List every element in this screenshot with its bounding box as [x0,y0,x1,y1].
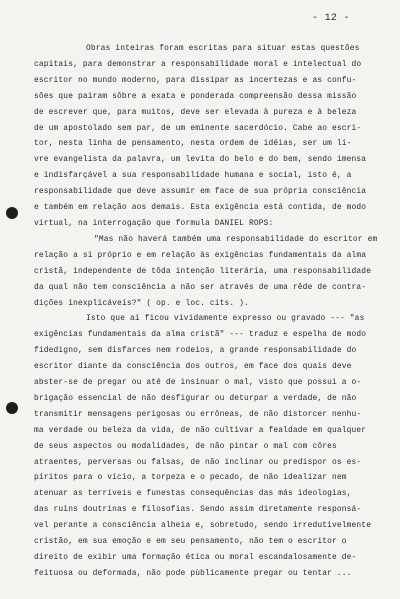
text-line: transmitir mensagens perigosas ou errôneas, de não distorcer nenhu- [34,409,362,419]
text-line: fidedigno, sem disfarces nem rodeios, a grande responsabilidade do [34,346,357,356]
text-line: de escrever que, para muitos, deve ser elevada à pureza e à beleza [34,107,357,117]
text-line: exigências fundamentais da alma cristã" --- traduz e espelha de modo [34,330,367,340]
text-line: atraentes, perversas ou falsas, de não inclinar ou predispor os es- [34,457,362,467]
quote-line: dições inexplicáveis?" ( op. e loc. cits. ). [34,298,249,308]
text-line: atenuar as terríveis e funestas consequências das más ideologias, [34,489,352,499]
text-line: sões que pairam sôbre a exata e ponderada compreensão dessa missão [34,91,357,101]
text-line: e indisfarçável a sua responsabilidade humana e social, isto é, a [34,171,352,181]
text-line: Obras inteiras foram escritas para situar estas questões [86,44,360,53]
text-line: virtual, na interrogação que formula DANIEL ROPS: [34,218,274,228]
quote-line: cristã, independente de tôda intenção literária, uma responsabilidade [34,266,372,276]
text-line: brigação essencial de não desfigurar ou deturpar a verdade, de não [34,393,357,403]
quote-line: da qual não tem consciência a não ser através de uma rêde de contra- [34,282,367,292]
text-line: de seus aspectos ou modalidades, de não pintar o mal com côres [34,441,337,451]
text-line: das ruins doutrinas e filosofias. Sendo assim diretamente responsá- [34,505,362,515]
text-line: responsabilidade que deve assumir em face de sua própria consciência [34,187,367,197]
text-line: píritos para o vício, a torpeza e o pecado, de não idealizar nem [34,473,347,483]
punch-hole-top [6,207,18,219]
text-line: e também em relação aos demais. Esta exigência está contida, de modo [34,203,367,213]
text-line: abster-se de pregar ou até de insinuar o mal, visto que possui a o- [34,378,362,388]
body-text [34,41,396,582]
text-line: ma verdade ou beleza da vida, de não cultivar a fealdade em qualquer [34,425,367,435]
text-line: de um apostolado sem par, de um eminente sacerdócio. Cabe ao escri- [34,123,362,133]
text-line: cristão, em sua emoção e em seu pensamento, não tem o escritor o [34,537,347,547]
punch-hole-bottom [6,402,18,414]
text-line: escritor no mundo moderno, para dissipar as incertezas e as confu- [34,75,357,85]
text-line: tor, nesta linha de pensamento, nesta ordem de idéias, ser um li- [34,139,352,149]
text-line: direito de exibir uma formação ética ou moral escandalosamente de- [34,553,357,562]
text-line: feituosa ou deformada, não pode pùblicamente pregar ou tentar ... [34,568,352,578]
quote-line: "Mas não haverá também uma responsabilidade do escritor em [94,234,378,244]
text-line: vre evangelista da palavra, um levita do belo e do bem, sendo imensa [34,155,367,165]
page-number: - 12 - [312,13,350,24]
text-line: escritor diante da consciência dos outros, em face dos quais deve [34,362,352,372]
text-line: capitais, para demonstrar a responsabilidade moral e intelectual do [34,59,362,69]
text-line: Isto que aí ficou vividamente expresso ou gravado --- "as [86,314,365,324]
quote-line: relação a si próprio e em relação às exigências fundamentais da alma [34,250,367,260]
text-line: vel perante a consciência alheia e, sobretudo, sendo irredutivelmente [34,521,372,531]
